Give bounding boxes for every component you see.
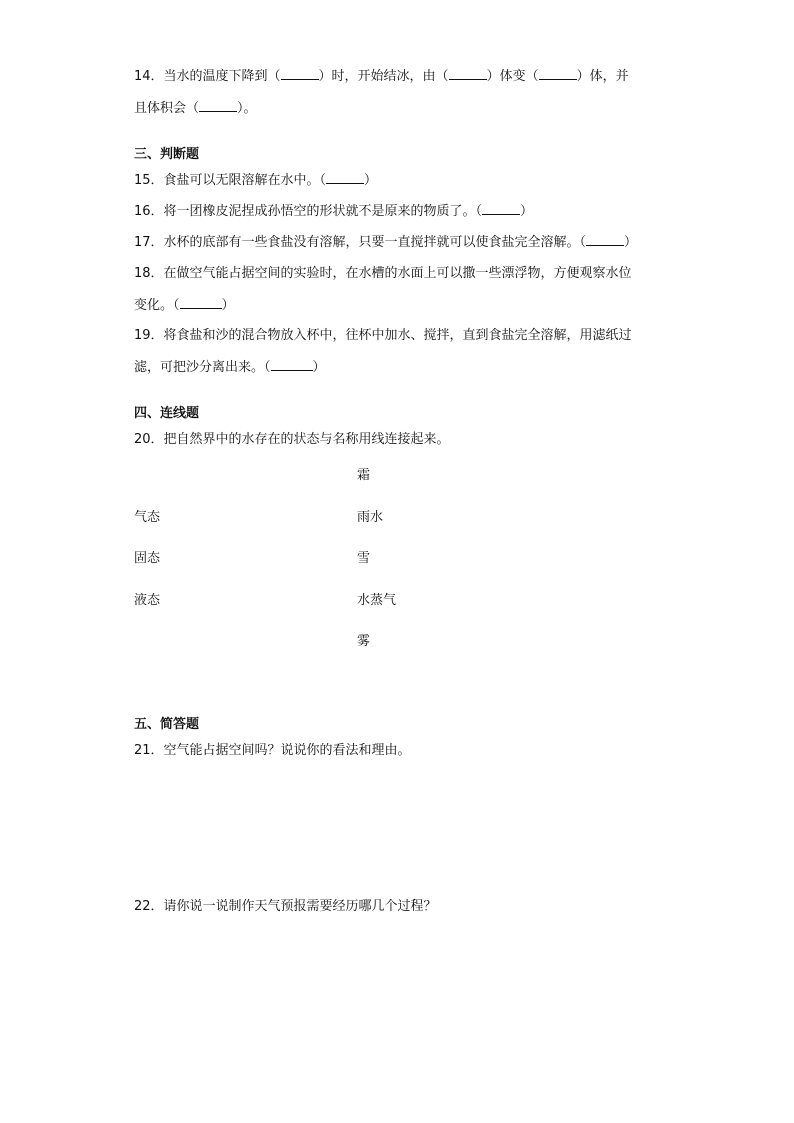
question-18-line-2: 变化。（ ） xyxy=(134,298,235,313)
question-14-line-1: 14．当水的温度下降到（ ）时，开始结冰，由（ ）体变（ ）体，并 xyxy=(134,69,629,84)
question-20: 20．把自然界中的水存在的状态与名称用线连接起来。 xyxy=(134,432,450,447)
answer-blank[interactable] xyxy=(199,99,237,112)
match-right-item[interactable]: 雨水 xyxy=(357,510,384,525)
answer-blank[interactable] xyxy=(482,202,520,215)
answer-blank[interactable] xyxy=(539,67,577,80)
match-right-item[interactable]: 雪 xyxy=(357,551,371,566)
match-right-item[interactable]: 霜 xyxy=(357,468,371,483)
question-19-line-1: 19．将食盐和沙的混合物放入杯中，往杯中加水、搅拌，直到食盐完全溶解，用滤纸过 xyxy=(134,328,632,343)
question-17: 17．水杯的底部有一些食盐没有溶解，只要一直搅拌就可以使食盐完全溶解。（ ） xyxy=(134,235,638,250)
answer-blank[interactable] xyxy=(326,171,364,184)
question-19-line-2: 滤，可把沙分离出来。（ ） xyxy=(134,360,326,375)
section-heading-judgment: 三、判断题 xyxy=(134,147,200,162)
match-right-item[interactable]: 雾 xyxy=(357,634,371,649)
question-22: 22．请你说一说制作天气预报需要经历哪几个过程？ xyxy=(134,899,437,914)
answer-blank[interactable] xyxy=(449,67,487,80)
section-heading-matching: 四、连线题 xyxy=(134,406,200,421)
answer-blank[interactable] xyxy=(271,358,313,371)
answer-blank[interactable] xyxy=(586,233,624,246)
match-left-item[interactable]: 固态 xyxy=(134,551,161,566)
section-heading-short-answer: 五、简答题 xyxy=(134,717,200,732)
match-right-item[interactable]: 水蒸气 xyxy=(357,593,397,608)
question-14-line-2: 且体积会（ ）。 xyxy=(134,101,257,116)
match-left-item[interactable]: 气态 xyxy=(134,510,161,525)
question-16: 16．将一团橡皮泥捏成孙悟空的形状就不是原来的物质了。（ ） xyxy=(134,204,534,219)
answer-blank[interactable] xyxy=(180,296,222,309)
answer-blank[interactable] xyxy=(281,67,319,80)
match-left-item[interactable]: 液态 xyxy=(134,593,161,608)
question-18-line-1: 18．在做空气能占据空间的实验时，在水槽的水面上可以撒一些漂浮物，方便观察水位 xyxy=(134,266,632,281)
question-21: 21．空气能占据空间吗？说说你的看法和理由。 xyxy=(134,743,411,758)
question-15: 15．食盐可以无限溶解在水中。（ ） xyxy=(134,173,378,188)
